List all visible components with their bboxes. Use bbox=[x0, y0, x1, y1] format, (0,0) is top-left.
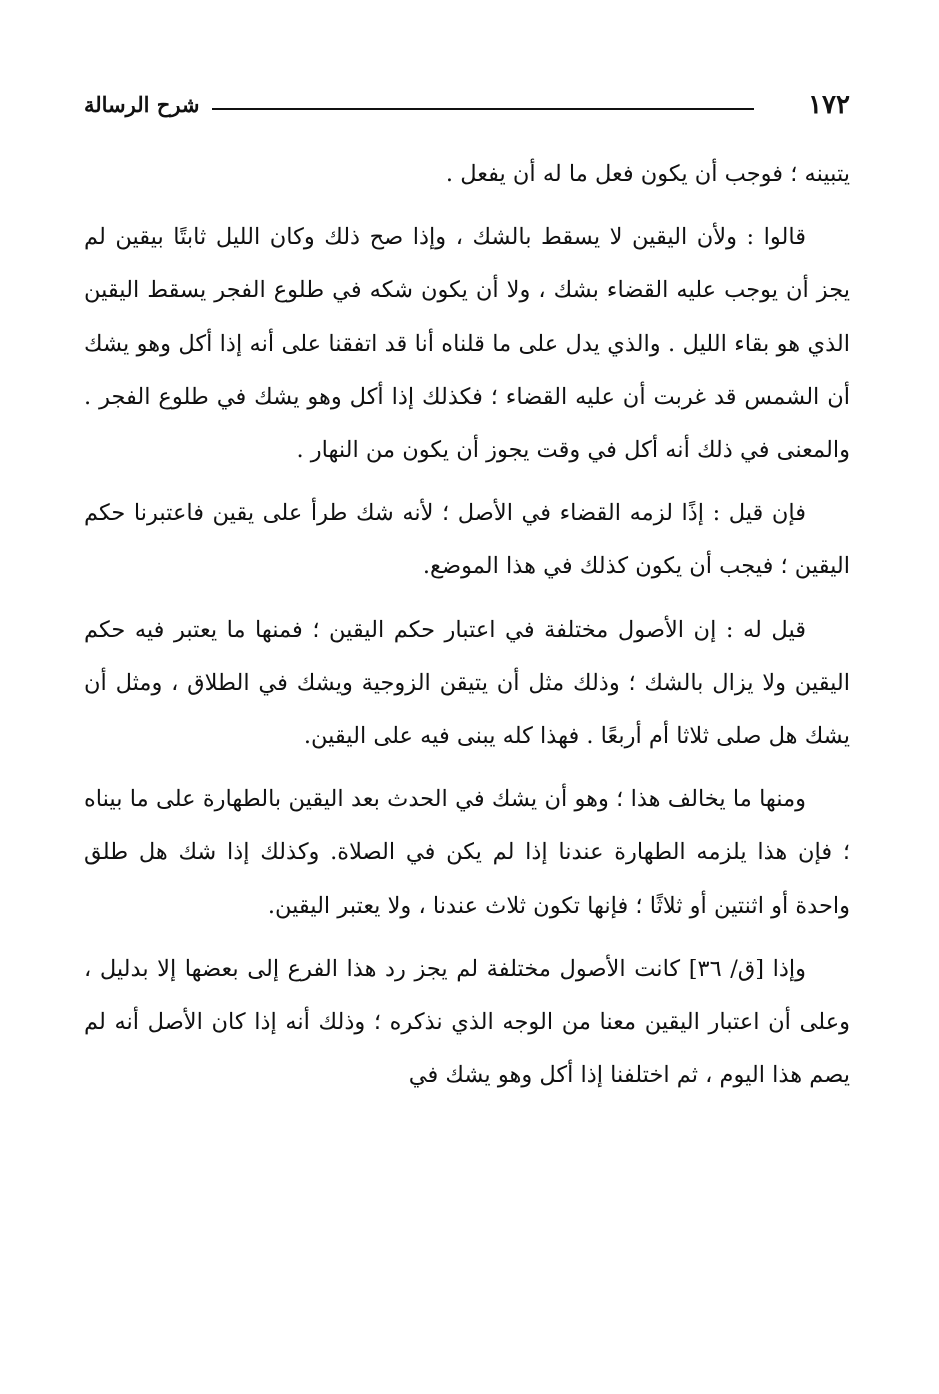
paragraph: قالوا : ولأن اليقين لا يسقط بالشك ، وإذا صح ذلك وكان الليل ثابتًا بيقين لم يجز أن يوجب عليه القضاء بشك ، ولا أن يكون شكه في طلوع الفجر يسقط اليقين الذي هو بقاء الليل . والذي يدل على ما قلناه أنا قد اتفقنا على أنه إذا أكل وهو يشك أن الشمس قد غربت أن عليه القضاء ؛ فكذلك إذا أكل وهو يشك في طلوع الفجر . والمعنى في ذلك أنه أكل في وقت يجوز أن يكون من النهار . bbox=[84, 224, 850, 464]
body-text bbox=[84, 148, 850, 1112]
paragraph: ومنها ما يخالف هذا ؛ وهو أن يشك في الحدث بعد اليقين بالطهارة على ما بيناه ؛ فإن هذا يلزمه الطهارة عندنا إذا لم يكن في الصلاة. وكذلك إذا شك هل طلق واحدة أو اثنتين أو ثلاثًا ؛ فإنها تكون ثلاث عندنا ، ولا يعتبر اليقين. bbox=[84, 786, 850, 919]
header-rule bbox=[212, 108, 754, 110]
paragraph: قيل له : إن الأصول مختلفة في اعتبار حكم اليقين ؛ فمنها ما يعتبر فيه حكم اليقين ولا يزال بالشك ؛ وذلك مثل أن يتيقن الزوجية ويشك في الطلاق ، ومثل أن يشك هل صلى ثلاثا أم أربعًا . فهذا كله يبنى فيه على اليقين. bbox=[84, 616, 850, 750]
paragraph-continuation: يتبينه ؛ فوجب أن يكون فعل ما له أن يفعل . bbox=[445, 161, 850, 187]
page-header bbox=[84, 88, 850, 122]
paragraph: فإن قيل : إذًا لزمه القضاء في الأصل ؛ لأنه شك طرأ على يقين فاعتبرنا حكم اليقين ؛ فيجب أن يكون كذلك في هذا الموضع. bbox=[84, 500, 850, 580]
page-number: ١٧٢ bbox=[808, 90, 850, 120]
paragraph: وإذا [ق/ ٣٦] كانت الأصول مختلفة لم يجز رد هذا الفرع إلى بعضها إلا بدليل ، وعلى أن اعتبار اليقين معنا من الوجه الذي نذكره ؛ وذلك أنه إذا كان الأصل أنه لم يصم هذا اليوم ، ثم اختلفنا إذا أكل وهو يشك في bbox=[84, 955, 850, 1089]
running-title: شرح الرسالة bbox=[84, 92, 200, 117]
